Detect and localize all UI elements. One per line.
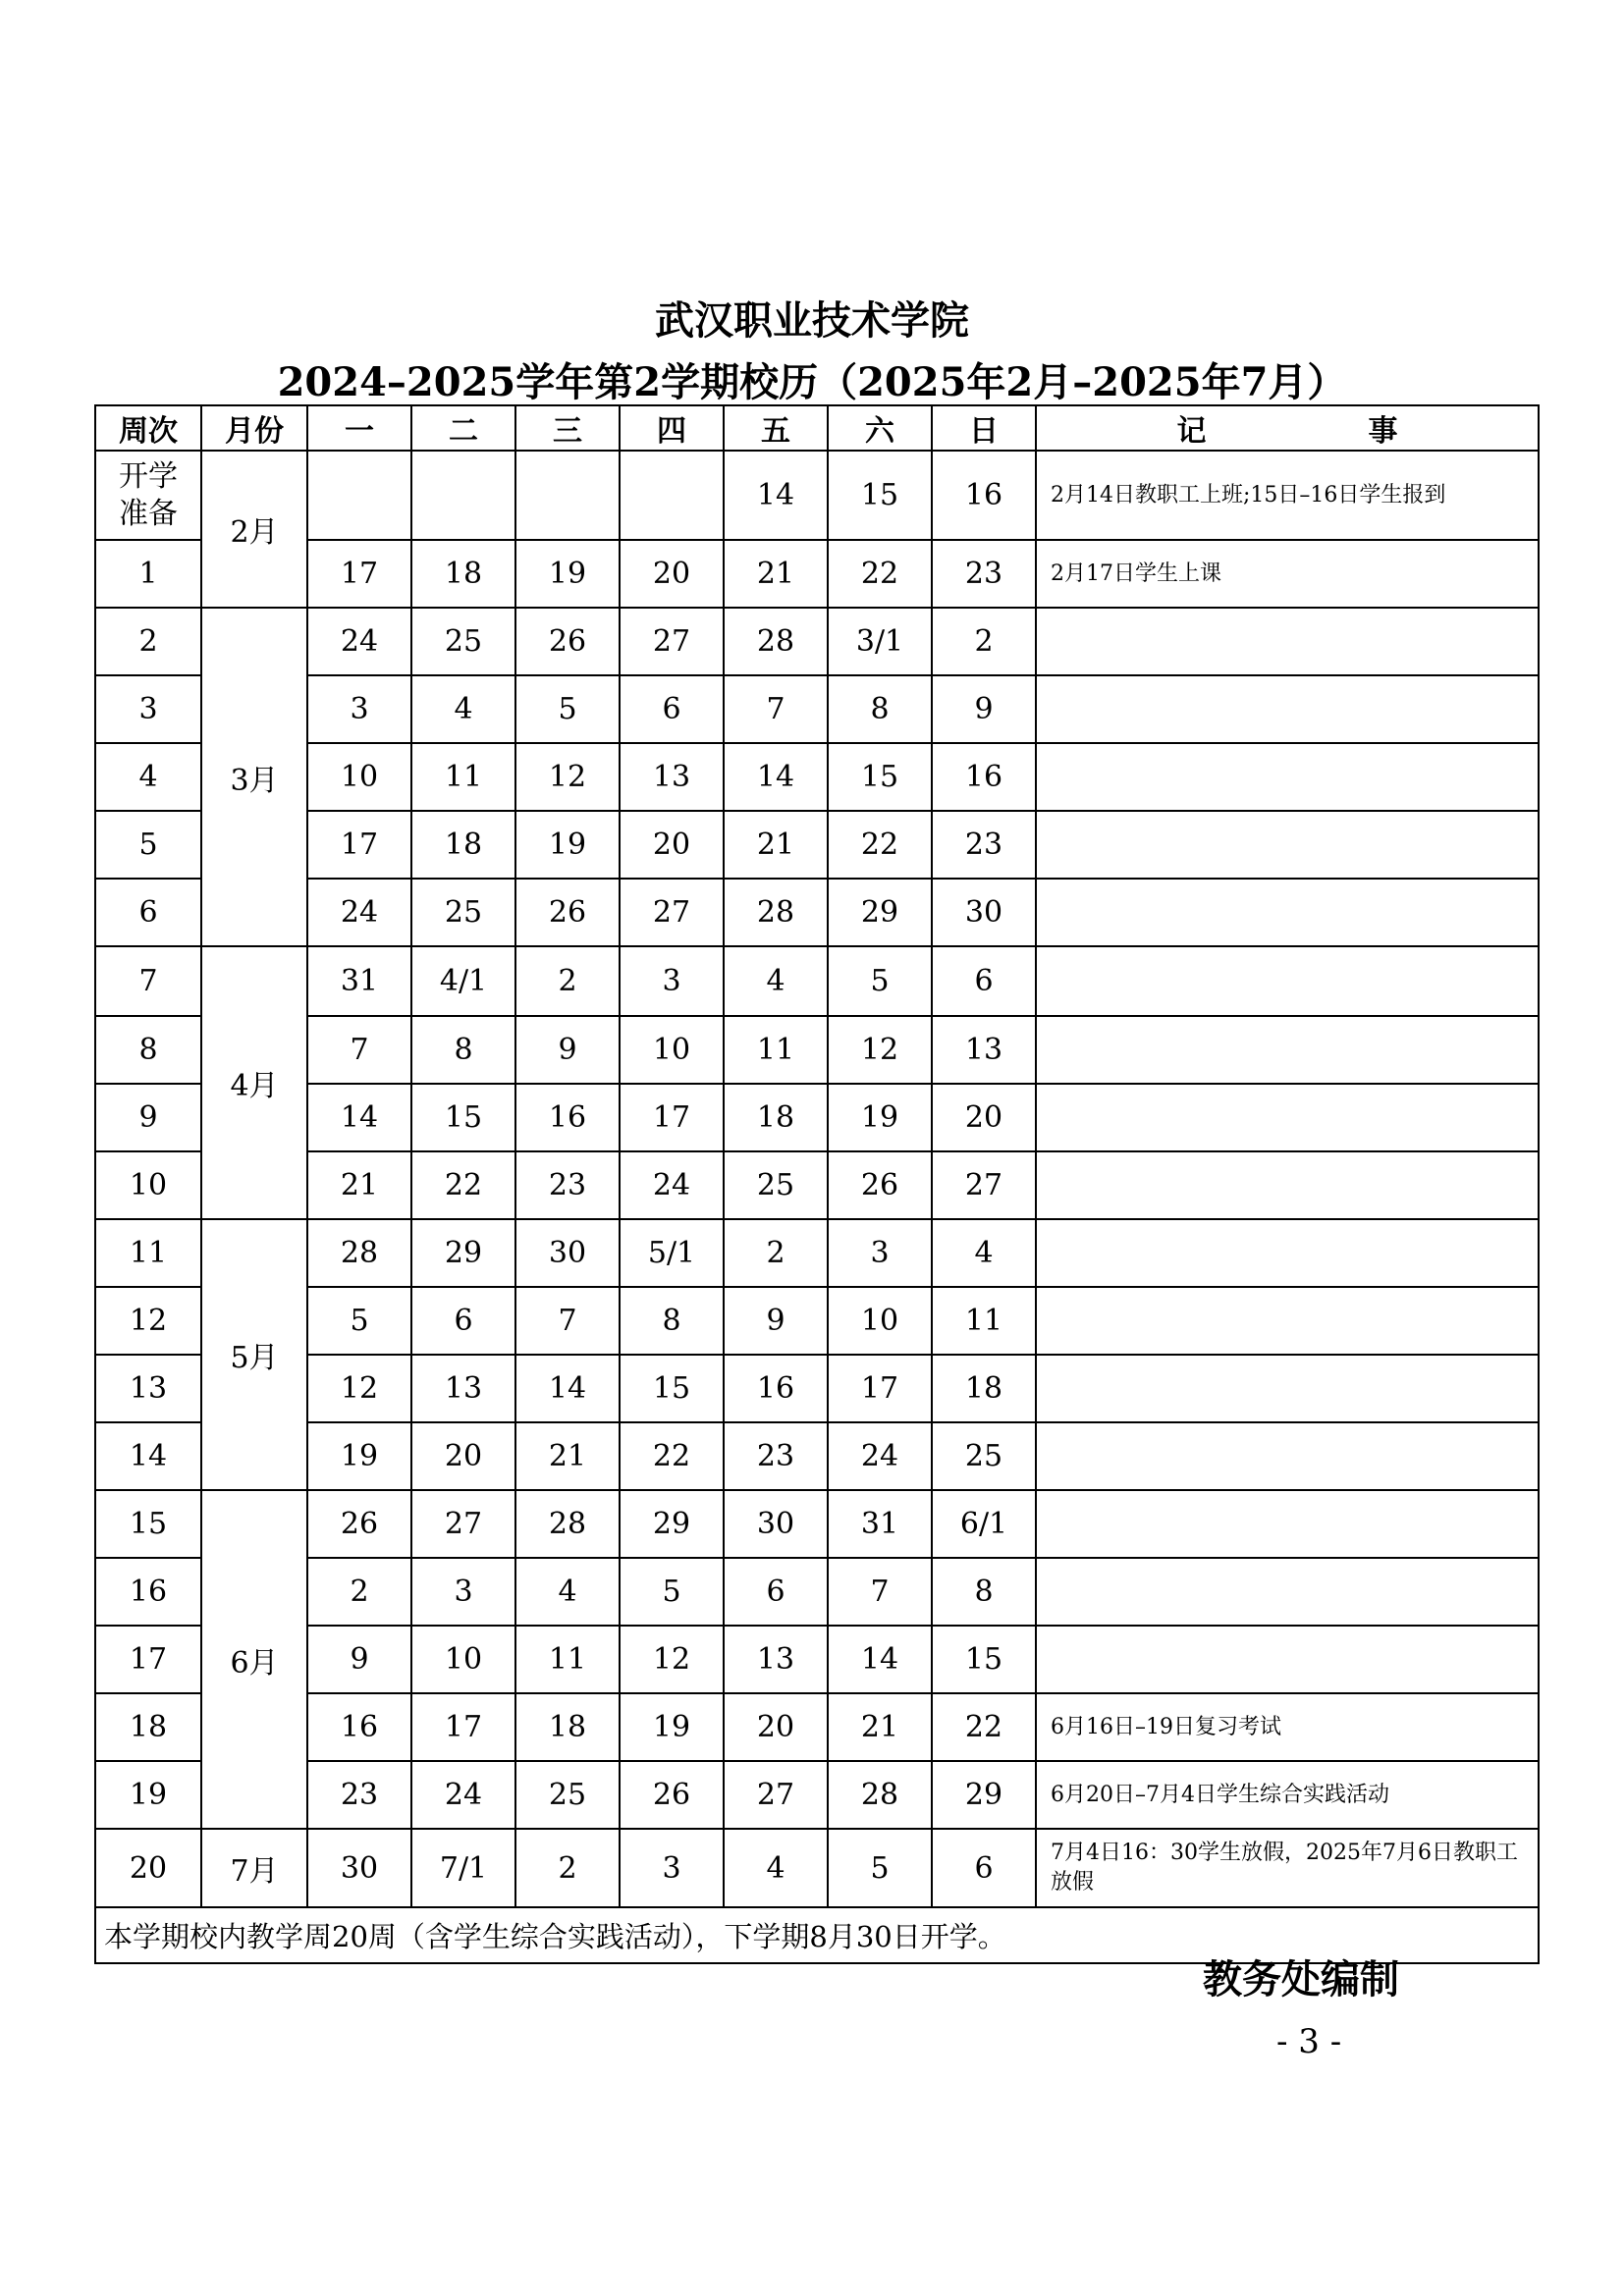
date-cell-wed: 26	[515, 608, 620, 675]
week-row	[95, 946, 1539, 1016]
date-cell-sun: 20	[932, 1084, 1036, 1151]
remark-cell	[1036, 675, 1539, 743]
date-cell-wed: 12	[515, 743, 620, 811]
week-row	[95, 1084, 1539, 1151]
week-row	[95, 879, 1539, 946]
week-number-cell: 5	[95, 811, 201, 879]
remark-cell	[1036, 1490, 1539, 1558]
header-row	[95, 405, 1539, 451]
document-subtitle: 2024–2025学年第2学期校历（2025年2月–2025年7月）	[277, 359, 1347, 405]
date-cell-sat: 3/1	[828, 608, 932, 675]
remark-cell	[1036, 1016, 1539, 1084]
date-cell-mon: 2	[307, 1558, 411, 1626]
remarks-column-header	[1036, 405, 1539, 451]
date-cell-tue	[411, 451, 515, 540]
week-number-cell: 9	[95, 1084, 201, 1151]
date-cell-thu: 20	[620, 540, 724, 608]
date-cell-sat: 5	[828, 1829, 932, 1907]
date-cell-mon: 17	[307, 811, 411, 879]
remark-cell: 2月17日学生上课	[1036, 540, 1539, 608]
date-cell-mon: 10	[307, 743, 411, 811]
date-cell-tue: 6	[411, 1287, 515, 1355]
week-row	[95, 1761, 1539, 1829]
date-cell-fri: 9	[724, 1287, 828, 1355]
week-row	[95, 1355, 1539, 1422]
remark-cell: 6月16日–19日复习考试	[1036, 1693, 1539, 1761]
date-cell-sat: 15	[828, 743, 932, 811]
remark-cell	[1036, 946, 1539, 1016]
date-cell-mon: 16	[307, 1693, 411, 1761]
date-cell-sun: 27	[932, 1151, 1036, 1219]
week-row	[95, 1626, 1539, 1693]
day-header-sat: 六	[828, 405, 932, 451]
date-cell-thu: 13	[620, 743, 724, 811]
date-cell-wed: 21	[515, 1422, 620, 1490]
month-cell: 6月	[201, 1490, 307, 1829]
week-number-cell: 3	[95, 675, 201, 743]
remark-cell: 2月14日教职工上班;15日–16日学生报到	[1036, 451, 1539, 540]
week-row	[95, 675, 1539, 743]
remark-cell	[1036, 1626, 1539, 1693]
month-cell: 3月	[201, 608, 307, 946]
page-number: - 3 -	[1276, 2022, 1342, 2061]
date-cell-fri: 14	[724, 743, 828, 811]
date-cell-wed	[515, 451, 620, 540]
week-number-cell: 1	[95, 540, 201, 608]
date-cell-mon: 14	[307, 1084, 411, 1151]
week-row	[95, 811, 1539, 879]
date-cell-sat: 19	[828, 1084, 932, 1151]
date-cell-mon: 24	[307, 879, 411, 946]
date-cell-wed: 19	[515, 811, 620, 879]
day-header-wed: 三	[515, 405, 620, 451]
week-number-cell: 2	[95, 608, 201, 675]
date-cell-tue: 13	[411, 1355, 515, 1422]
date-cell-sat: 17	[828, 1355, 932, 1422]
date-cell-thu: 15	[620, 1355, 724, 1422]
week-number-cell: 13	[95, 1355, 201, 1422]
week-row	[95, 743, 1539, 811]
date-cell-tue: 10	[411, 1626, 515, 1693]
date-cell-sun: 16	[932, 451, 1036, 540]
date-cell-fri: 23	[724, 1422, 828, 1490]
week-row	[95, 1490, 1539, 1558]
week-number-cell: 14	[95, 1422, 201, 1490]
date-cell-thu: 20	[620, 811, 724, 879]
week-number-cell: 开学准备	[95, 451, 201, 540]
date-cell-fri: 14	[724, 451, 828, 540]
date-cell-mon: 5	[307, 1287, 411, 1355]
week-number-cell: 20	[95, 1829, 201, 1907]
date-cell-sat: 14	[828, 1626, 932, 1693]
date-cell-sun: 22	[932, 1693, 1036, 1761]
date-cell-wed: 23	[515, 1151, 620, 1219]
remark-cell	[1036, 879, 1539, 946]
date-cell-mon: 21	[307, 1151, 411, 1219]
footer-note: 本学期校内教学周20周（含学生综合实践活动），下学期8月30日开学。	[95, 1907, 1539, 1963]
month-cell: 7月	[201, 1829, 307, 1907]
date-cell-thu: 24	[620, 1151, 724, 1219]
week-row	[95, 540, 1539, 608]
date-cell-sun: 6/1	[932, 1490, 1036, 1558]
date-cell-mon: 30	[307, 1829, 411, 1907]
date-cell-sat: 5	[828, 946, 932, 1016]
week-row	[95, 1558, 1539, 1626]
month-cell: 4月	[201, 946, 307, 1219]
date-cell-thu: 12	[620, 1626, 724, 1693]
date-cell-wed: 30	[515, 1219, 620, 1287]
remark-cell: 6月20日–7月4日学生综合实践活动	[1036, 1761, 1539, 1829]
week-number-cell: 15	[95, 1490, 201, 1558]
date-cell-fri: 20	[724, 1693, 828, 1761]
date-cell-sat: 29	[828, 879, 932, 946]
date-cell-sun: 29	[932, 1761, 1036, 1829]
date-cell-sun: 2	[932, 608, 1036, 675]
date-cell-wed: 5	[515, 675, 620, 743]
remarks-header-char-2: 事	[1368, 414, 1398, 449]
date-cell-wed: 19	[515, 540, 620, 608]
date-cell-mon: 19	[307, 1422, 411, 1490]
date-cell-tue: 7/1	[411, 1829, 515, 1907]
date-cell-sun: 16	[932, 743, 1036, 811]
date-cell-sun: 23	[932, 540, 1036, 608]
date-cell-fri: 27	[724, 1761, 828, 1829]
week-number-cell: 17	[95, 1626, 201, 1693]
date-cell-fri: 11	[724, 1016, 828, 1084]
date-cell-wed: 2	[515, 946, 620, 1016]
date-cell-sat: 26	[828, 1151, 932, 1219]
date-cell-wed: 9	[515, 1016, 620, 1084]
date-cell-sat: 7	[828, 1558, 932, 1626]
date-cell-sun: 15	[932, 1626, 1036, 1693]
week-row	[95, 1693, 1539, 1761]
date-cell-thu: 10	[620, 1016, 724, 1084]
date-cell-tue: 18	[411, 811, 515, 879]
date-cell-thu: 5	[620, 1558, 724, 1626]
date-cell-sat: 28	[828, 1761, 932, 1829]
date-cell-mon	[307, 451, 411, 540]
date-cell-wed: 11	[515, 1626, 620, 1693]
week-number-cell: 11	[95, 1219, 201, 1287]
date-cell-fri: 4	[724, 1829, 828, 1907]
remark-cell	[1036, 1558, 1539, 1626]
remark-cell	[1036, 608, 1539, 675]
date-cell-thu: 26	[620, 1761, 724, 1829]
date-cell-mon: 12	[307, 1355, 411, 1422]
date-cell-thu: 17	[620, 1084, 724, 1151]
date-cell-mon: 3	[307, 675, 411, 743]
date-cell-wed: 25	[515, 1761, 620, 1829]
week-number-cell: 10	[95, 1151, 201, 1219]
date-cell-mon: 17	[307, 540, 411, 608]
date-cell-sat: 15	[828, 451, 932, 540]
date-cell-mon: 24	[307, 608, 411, 675]
remark-cell	[1036, 1287, 1539, 1355]
date-cell-sat: 31	[828, 1490, 932, 1558]
date-cell-thu: 27	[620, 879, 724, 946]
date-cell-thu: 6	[620, 675, 724, 743]
remarks-header-char-1: 记	[1176, 414, 1207, 449]
day-header-mon: 一	[307, 405, 411, 451]
date-cell-mon: 23	[307, 1761, 411, 1829]
week-number-cell: 19	[95, 1761, 201, 1829]
day-header-tue: 二	[411, 405, 515, 451]
date-cell-thu: 8	[620, 1287, 724, 1355]
school-calendar-table	[94, 404, 1540, 1964]
date-cell-sat: 8	[828, 675, 932, 743]
date-cell-tue: 8	[411, 1016, 515, 1084]
date-cell-sun: 18	[932, 1355, 1036, 1422]
date-cell-sun: 30	[932, 879, 1036, 946]
date-cell-sat: 10	[828, 1287, 932, 1355]
date-cell-sat: 21	[828, 1693, 932, 1761]
week-row	[95, 1422, 1539, 1490]
date-cell-wed: 7	[515, 1287, 620, 1355]
remark-cell: 7月4日16：30学生放假，2025年7月6日教职工放假	[1036, 1829, 1539, 1907]
day-header-thu: 四	[620, 405, 724, 451]
date-cell-sun: 13	[932, 1016, 1036, 1084]
date-cell-thu: 27	[620, 608, 724, 675]
date-cell-fri: 13	[724, 1626, 828, 1693]
remark-cell	[1036, 1219, 1539, 1287]
week-number-cell: 12	[95, 1287, 201, 1355]
date-cell-wed: 2	[515, 1829, 620, 1907]
date-cell-sat: 24	[828, 1422, 932, 1490]
date-cell-sun: 4	[932, 1219, 1036, 1287]
date-cell-mon: 9	[307, 1626, 411, 1693]
week-number-cell: 6	[95, 879, 201, 946]
date-cell-sun: 11	[932, 1287, 1036, 1355]
date-cell-tue: 25	[411, 608, 515, 675]
day-header-fri: 五	[724, 405, 828, 451]
date-cell-wed: 14	[515, 1355, 620, 1422]
remark-cell	[1036, 1422, 1539, 1490]
week-column-header: 周次	[95, 405, 201, 451]
document-title: 武汉职业技术学院	[655, 297, 969, 344]
week-row	[95, 1219, 1539, 1287]
date-cell-tue: 18	[411, 540, 515, 608]
week-number-cell: 16	[95, 1558, 201, 1626]
date-cell-sun: 6	[932, 1829, 1036, 1907]
date-cell-mon: 7	[307, 1016, 411, 1084]
date-cell-fri: 28	[724, 879, 828, 946]
date-cell-thu: 3	[620, 1829, 724, 1907]
date-cell-wed: 28	[515, 1490, 620, 1558]
date-cell-fri: 7	[724, 675, 828, 743]
remark-cell	[1036, 1084, 1539, 1151]
date-cell-thu: 29	[620, 1490, 724, 1558]
week-row	[95, 451, 1539, 540]
date-cell-tue: 11	[411, 743, 515, 811]
date-cell-fri: 25	[724, 1151, 828, 1219]
date-cell-tue: 4	[411, 675, 515, 743]
date-cell-tue: 22	[411, 1151, 515, 1219]
week-number-cell: 4	[95, 743, 201, 811]
date-cell-sun: 25	[932, 1422, 1036, 1490]
week-row	[95, 1151, 1539, 1219]
date-cell-fri: 30	[724, 1490, 828, 1558]
date-cell-wed: 16	[515, 1084, 620, 1151]
date-cell-wed: 4	[515, 1558, 620, 1626]
date-cell-wed: 26	[515, 879, 620, 946]
date-cell-mon: 26	[307, 1490, 411, 1558]
month-column-header: 月份	[201, 405, 307, 451]
week-number-cell: 7	[95, 946, 201, 1016]
remark-cell	[1036, 811, 1539, 879]
date-cell-tue: 27	[411, 1490, 515, 1558]
date-cell-fri: 4	[724, 946, 828, 1016]
date-cell-fri: 21	[724, 811, 828, 879]
date-cell-fri: 2	[724, 1219, 828, 1287]
week-row	[95, 1287, 1539, 1355]
date-cell-sun: 8	[932, 1558, 1036, 1626]
date-cell-thu	[620, 451, 724, 540]
date-cell-thu: 5/1	[620, 1219, 724, 1287]
date-cell-sat: 12	[828, 1016, 932, 1084]
issuer-signature: 教务处编制	[1203, 1957, 1399, 2002]
date-cell-fri: 6	[724, 1558, 828, 1626]
remark-cell	[1036, 1355, 1539, 1422]
date-cell-fri: 21	[724, 540, 828, 608]
date-cell-tue: 29	[411, 1219, 515, 1287]
date-cell-mon: 31	[307, 946, 411, 1016]
remark-cell	[1036, 743, 1539, 811]
date-cell-thu: 19	[620, 1693, 724, 1761]
date-cell-thu: 22	[620, 1422, 724, 1490]
date-cell-tue: 17	[411, 1693, 515, 1761]
month-cell: 5月	[201, 1219, 307, 1490]
date-cell-fri: 16	[724, 1355, 828, 1422]
calendar-body	[95, 451, 1539, 1907]
date-cell-sun: 23	[932, 811, 1036, 879]
remark-cell	[1036, 1151, 1539, 1219]
date-cell-tue: 25	[411, 879, 515, 946]
week-row	[95, 608, 1539, 675]
date-cell-sat: 22	[828, 540, 932, 608]
date-cell-tue: 20	[411, 1422, 515, 1490]
date-cell-tue: 3	[411, 1558, 515, 1626]
week-number-cell: 8	[95, 1016, 201, 1084]
date-cell-fri: 18	[724, 1084, 828, 1151]
date-cell-sun: 6	[932, 946, 1036, 1016]
date-cell-tue: 4/1	[411, 946, 515, 1016]
date-cell-wed: 18	[515, 1693, 620, 1761]
date-cell-thu: 3	[620, 946, 724, 1016]
week-number-cell: 18	[95, 1693, 201, 1761]
date-cell-tue: 24	[411, 1761, 515, 1829]
date-cell-sat: 3	[828, 1219, 932, 1287]
date-cell-sun: 9	[932, 675, 1036, 743]
date-cell-mon: 28	[307, 1219, 411, 1287]
date-cell-tue: 15	[411, 1084, 515, 1151]
month-cell: 2月	[201, 451, 307, 608]
day-header-sun: 日	[932, 405, 1036, 451]
date-cell-fri: 28	[724, 608, 828, 675]
week-row	[95, 1016, 1539, 1084]
week-row	[95, 1829, 1539, 1907]
date-cell-sat: 22	[828, 811, 932, 879]
